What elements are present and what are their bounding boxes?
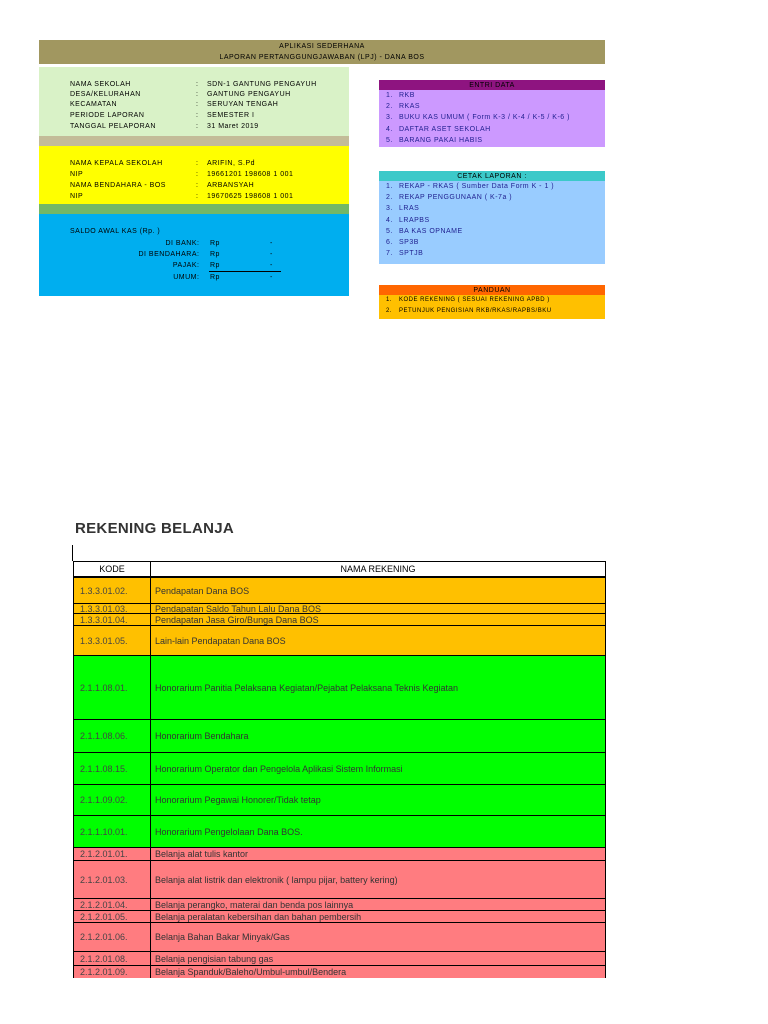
field-separator: : xyxy=(196,123,199,130)
officials-panel xyxy=(39,146,349,204)
table-row[interactable] xyxy=(73,655,606,719)
table-row[interactable] xyxy=(73,898,606,910)
saldo-value[interactable]: - xyxy=(270,274,273,281)
cetak-laporan-title: CETAK LAPORAN : xyxy=(379,171,605,181)
table-row[interactable] xyxy=(73,625,606,655)
nama-rekening-cell: Belanja alat listrik dan elektronik ( lampu pijar, battery kering) xyxy=(155,874,398,885)
nama-rekening-cell: Belanja pengisian tabung gas xyxy=(155,953,274,964)
panduan-title: PANDUAN xyxy=(379,285,605,295)
kode-cell: 2.1.1.08.01. xyxy=(74,656,151,719)
field-label: PERIODE LAPORAN xyxy=(70,112,145,119)
menu-item-buku-kas-umum[interactable]: 3. BUKU KAS UMUM ( Form K-3 / K-4 / K-5 / K-6 ) xyxy=(386,114,570,122)
saldo-label: UMUM xyxy=(173,274,197,281)
table-row[interactable] xyxy=(73,752,606,784)
kode-cell: 1.3.3.01.05. xyxy=(74,626,151,655)
column-header-kode: KODE xyxy=(74,562,151,576)
nama-rekening-cell: Pendapatan Dana BOS xyxy=(155,585,250,596)
menu-item-kode-rekening[interactable]: 1. KODE REKENING ( SESUAI REKENING APBD ) xyxy=(386,297,550,303)
nama-rekening-cell: Honorarium Panitia Pelaksana Kegiatan/Pejabat Pelaksana Teknis Kegiatan xyxy=(155,682,459,693)
field-separator: : xyxy=(196,193,199,200)
nama-rekening-cell: Belanja peralatan kebersihan dan bahan pembersih xyxy=(155,911,362,922)
table-row[interactable] xyxy=(73,577,606,603)
field-separator: : xyxy=(196,182,199,189)
menu-item-lrapbs[interactable]: 4. LRAPBS xyxy=(386,216,430,224)
kode-cell: 2.1.1.09.02. xyxy=(74,785,151,815)
field-separator: : xyxy=(197,240,200,247)
saldo-value[interactable]: - xyxy=(270,262,273,269)
saldo-value[interactable]: - xyxy=(270,251,273,258)
menu-item-sptjb[interactable]: 7. SPTJB xyxy=(386,250,424,258)
field-separator: : xyxy=(197,251,200,258)
menu-item-petunjuk-pengisian[interactable]: 2. PETUNJUK PENGISIAN RKB/RKAS/RAPBS/BKU xyxy=(386,308,552,314)
table-row[interactable] xyxy=(73,922,606,951)
saldo-value[interactable]: - xyxy=(270,240,273,247)
app-header xyxy=(39,40,605,64)
field-value[interactable]: ARBANSYAH xyxy=(207,182,255,189)
cetak-laporan-menu xyxy=(379,181,605,264)
nama-rekening-cell: Lain-lain Pendapatan Dana BOS xyxy=(155,635,286,646)
field-label: NAMA KEPALA SEKOLAH xyxy=(70,160,163,167)
nama-rekening-cell: Belanja alat tulis kantor xyxy=(155,849,249,859)
field-label: NAMA SEKOLAH xyxy=(70,81,131,88)
table-header-row xyxy=(73,561,606,577)
saldo-label: PAJAK xyxy=(172,262,197,269)
saldo-label: DI BANK xyxy=(165,240,197,247)
nama-rekening-cell: Honorarium Pengelolaan Dana BOS. xyxy=(155,826,303,837)
field-separator: : xyxy=(197,274,200,281)
app-title: APLIKASI SEDERHANA xyxy=(279,43,365,50)
kode-cell: 2.1.1.08.15. xyxy=(74,753,151,784)
field-label: TANGGAL PELAPORAN xyxy=(70,123,156,130)
field-separator: : xyxy=(196,160,199,167)
field-value[interactable]: 31 Maret 2019 xyxy=(207,123,259,130)
cell-border xyxy=(72,545,73,561)
table-row[interactable] xyxy=(73,784,606,815)
rekening-title: REKENING BELANJA xyxy=(75,520,234,537)
panel-divider xyxy=(39,204,349,214)
saldo-label: DI BENDAHARA xyxy=(138,251,197,258)
table-row[interactable] xyxy=(73,860,606,898)
column-header-nama: NAMA REKENING xyxy=(340,564,416,574)
currency-label: Rp xyxy=(210,262,220,269)
panel-divider xyxy=(39,136,349,146)
kode-cell: 2.1.2.01.03. xyxy=(74,861,151,898)
field-value[interactable]: GANTUNG PENGAYUH xyxy=(207,91,291,98)
menu-item-sp3b[interactable]: 6. SP3B xyxy=(386,239,419,247)
table-row[interactable] xyxy=(73,910,606,922)
field-label: KECAMATAN xyxy=(70,101,118,108)
table-row[interactable] xyxy=(73,815,606,847)
kode-cell: 2.1.2.01.01. xyxy=(74,848,151,860)
table-row[interactable] xyxy=(73,951,606,965)
table-row[interactable] xyxy=(73,719,606,752)
table-row[interactable] xyxy=(73,603,606,613)
field-label: DESA/KELURAHAN xyxy=(70,91,141,98)
field-separator: : xyxy=(197,262,200,269)
entri-data-menu xyxy=(379,90,605,147)
kode-cell: 1.3.3.01.03. xyxy=(74,604,151,613)
menu-item-barang-pakai-habis[interactable]: 5. BARANG PAKAI HABIS xyxy=(386,136,483,144)
nama-rekening-cell: Honorarium Bendahara xyxy=(155,731,249,741)
currency-label: Rp xyxy=(210,251,220,258)
nama-rekening-cell: Pendapatan Saldo Tahun Lalu Dana BOS xyxy=(155,604,321,613)
field-value[interactable]: 19670625 198608 1 001 xyxy=(207,193,294,200)
kode-cell: 2.1.1.08.06. xyxy=(74,720,151,752)
field-label: NIP xyxy=(70,193,84,200)
field-separator: : xyxy=(196,112,199,119)
field-value[interactable]: 19661201 198608 1 001 xyxy=(207,171,294,178)
field-separator: : xyxy=(196,81,199,88)
currency-label: Rp xyxy=(210,274,220,281)
nama-rekening-cell: Pendapatan Jasa Giro/Bunga Dana BOS xyxy=(155,614,319,625)
kode-cell: 2.1.2.01.04. xyxy=(74,899,151,910)
kode-cell: 1.3.3.01.04. xyxy=(74,614,151,625)
saldo-panel: SALDO AWAL KAS (Rp. ) DI BANK : Rp - DI BENDAHARA : Rp - PAJAK : Rp - UMUM : Rp - xyxy=(39,214,349,296)
menu-item-lras[interactable]: 3. LRAS xyxy=(386,205,420,213)
nama-rekening-cell: Honorarium Operator dan Pengelola Aplikasi Sistem Informasi xyxy=(155,763,403,774)
menu-item-ba-kas-opname[interactable]: 5. BA KAS OPNAME xyxy=(386,227,463,235)
menu-item-rkas[interactable]: 2. RKAS xyxy=(386,103,421,111)
menu-item-rekap-rkas[interactable]: 1. REKAP - RKAS ( Sumber Data Form K - 1 ) xyxy=(386,183,555,190)
menu-item-rkb[interactable]: 1. RKB xyxy=(386,92,415,99)
nama-rekening-cell: Belanja Spanduk/Baleho/Umbul-umbul/Bendera xyxy=(155,967,347,977)
table-row[interactable] xyxy=(73,613,606,625)
nama-rekening-cell: Belanja perangko, materai dan benda pos lainnya xyxy=(155,899,354,910)
field-value[interactable]: ARIFIN, S.Pd xyxy=(207,160,256,167)
table-row[interactable] xyxy=(73,847,606,860)
currency-label: Rp xyxy=(210,240,220,247)
field-label: NAMA BENDAHARA - BOS xyxy=(70,182,166,189)
menu-item-rekap-penggunaan[interactable]: 2. REKAP PENGGUNAAN ( K-7a ) xyxy=(386,194,513,202)
kode-cell: 2.1.2.01.09. xyxy=(74,966,151,978)
kode-cell: 2.1.2.01.08. xyxy=(74,952,151,965)
nama-rekening-cell: Honorarium Pegawai Honorer/Tidak tetap xyxy=(155,795,321,805)
field-value[interactable]: SERUYAN TENGAH xyxy=(207,101,279,108)
kode-cell: 2.1.2.01.06. xyxy=(74,923,151,951)
field-value[interactable]: SDN-1 GANTUNG PENGAYUH xyxy=(207,81,317,88)
entri-data-title: ENTRI DATA xyxy=(379,80,605,90)
field-label: NIP xyxy=(70,171,84,178)
app-subtitle: LAPORAN PERTANGGUNGJAWABAN (LPJ) - DANA BOS xyxy=(219,54,425,61)
school-info-panel xyxy=(39,67,349,136)
field-separator: : xyxy=(196,101,199,108)
menu-item-daftar-aset[interactable]: 4. DAFTAR ASET SEKOLAH xyxy=(386,125,491,133)
table-row[interactable] xyxy=(73,965,606,978)
kode-cell: 1.3.3.01.02. xyxy=(74,578,151,603)
kode-cell: 2.1.1.10.01. xyxy=(74,816,151,847)
kode-cell: 2.1.2.01.05. xyxy=(74,911,151,922)
field-separator: : xyxy=(196,171,199,178)
panduan-menu xyxy=(379,295,605,319)
field-value[interactable]: SEMESTER I xyxy=(207,112,255,119)
nama-rekening-cell: Belanja Bahan Bakar Minyak/Gas xyxy=(155,932,290,942)
field-separator: : xyxy=(196,91,199,98)
